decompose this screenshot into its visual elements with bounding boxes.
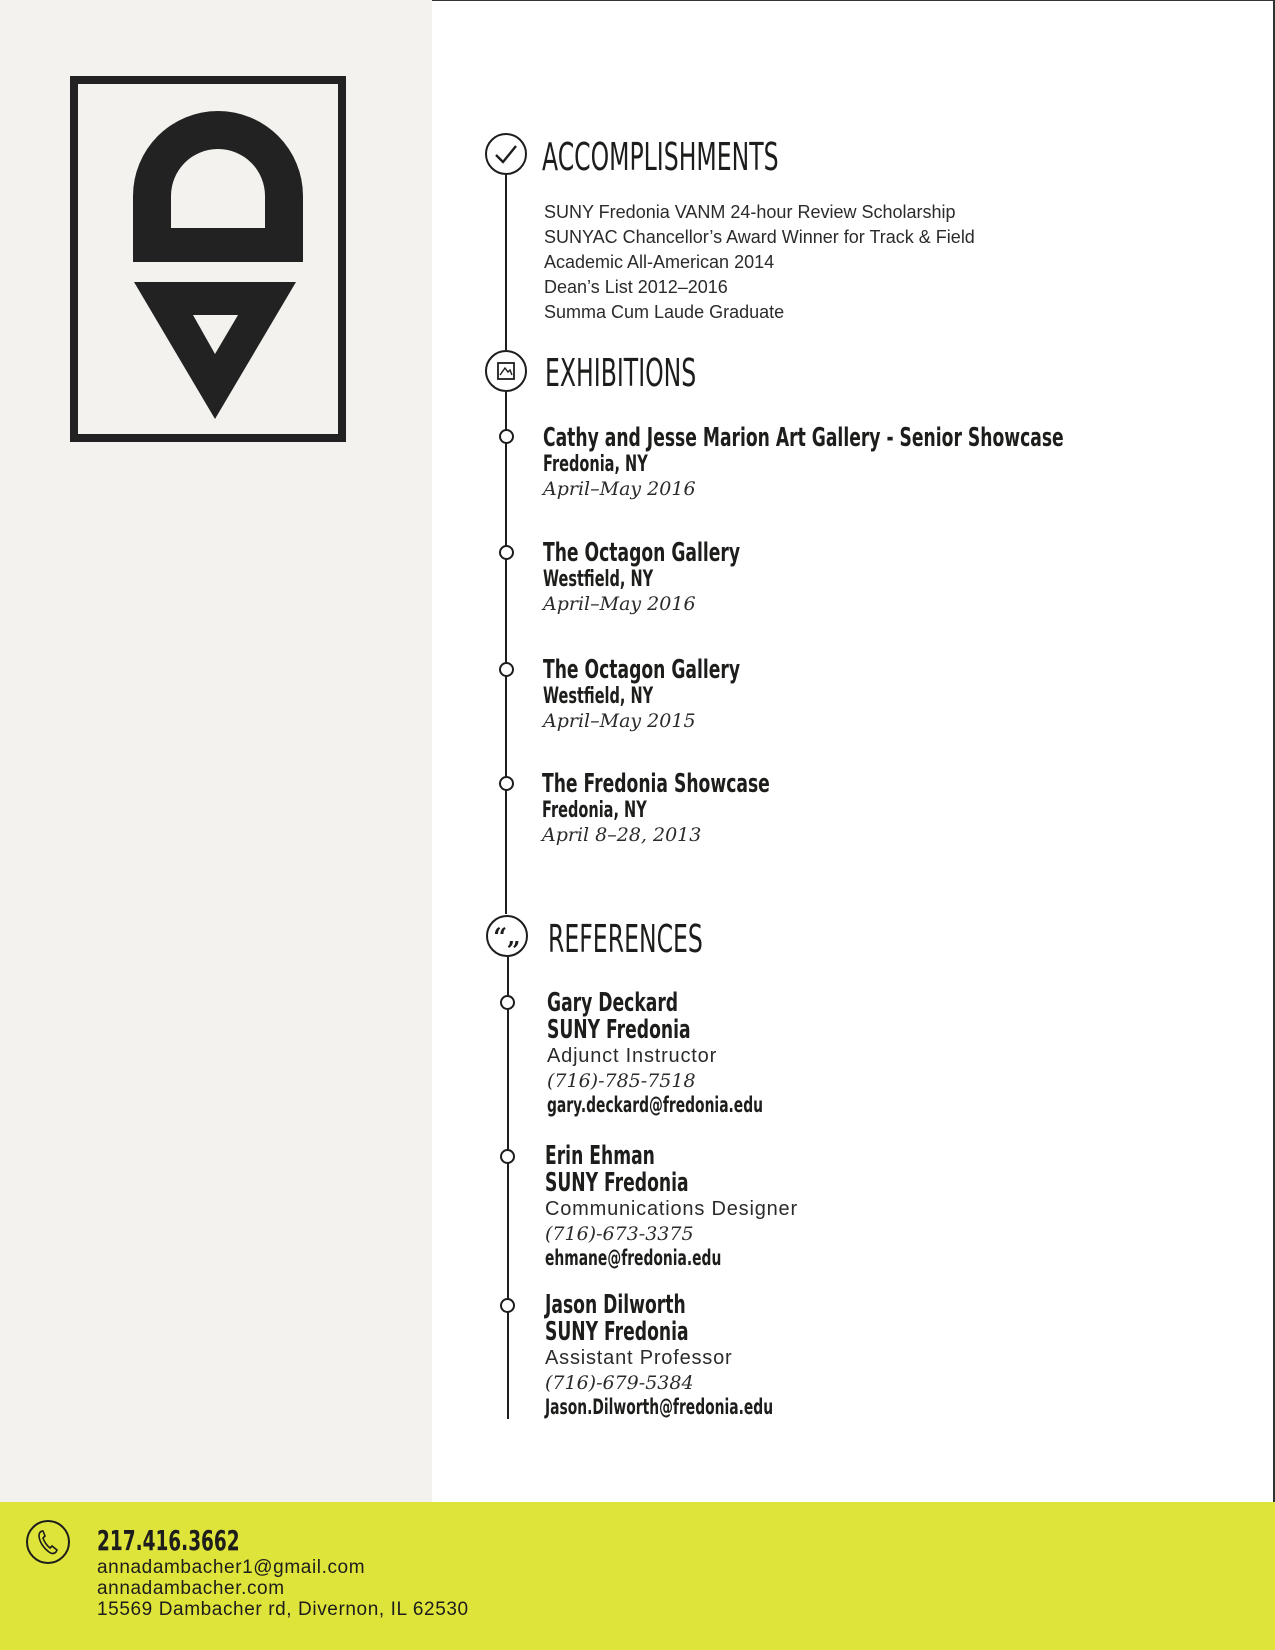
contact-phone[interactable]: 217.416.3662: [97, 1524, 240, 1557]
exhibition-date: April 8–28, 2013: [542, 824, 702, 846]
exhibition-date: April–May 2016: [543, 478, 696, 500]
reference-name: Gary Deckard: [547, 988, 679, 1018]
exhibition-location: Fredonia, NY: [543, 452, 648, 477]
timeline-node: [500, 995, 515, 1010]
reference-role: Adjunct Instructor: [547, 1045, 718, 1067]
exhibition-date: April–May 2015: [543, 710, 696, 732]
reference-org: SUNY Fredonia: [547, 1015, 691, 1045]
reference-item: [545, 1143, 812, 1270]
reference-phone: (716)-673-3375: [545, 1223, 694, 1245]
exhibition-location: Westfield, NY: [543, 567, 654, 592]
contact-footer: [0, 1502, 1275, 1650]
reference-email[interactable]: gary.deckard@fredonia.edu: [547, 1093, 763, 1117]
timeline-line: [507, 957, 509, 1419]
exhibition-title: The Octagon Gallery: [543, 538, 741, 568]
exhibition-item: [543, 657, 842, 733]
contact-website[interactable]: annadambacher.com: [97, 1578, 285, 1599]
exhibition-item: [543, 425, 1275, 501]
list-item: SUNY Fredonia VANM 24-hour Review Scholarship: [544, 202, 956, 222]
exhibition-title: The Octagon Gallery: [543, 655, 741, 685]
timeline-node: [499, 545, 514, 560]
list-item: Academic All-American 2014: [544, 252, 775, 272]
phone-icon: [26, 1520, 70, 1564]
list-item: Dean’s List 2012–2016: [544, 277, 728, 297]
accomplishments-heading: ACCOMPLISHMENTS: [542, 135, 779, 179]
reference-role: Assistant Professor: [545, 1347, 733, 1369]
timeline-node: [499, 429, 514, 444]
image-icon: [485, 350, 527, 392]
sidebar: [0, 0, 432, 1502]
list-item: SUNYAC Chancellor’s Award Winner for Track & Field: [544, 227, 975, 247]
timeline-line: [505, 175, 507, 350]
exhibition-title: The Fredonia Showcase: [542, 769, 770, 799]
ad-monogram-logo: [70, 76, 346, 442]
exhibition-item: [543, 540, 842, 616]
exhibition-location: Westfield, NY: [543, 684, 654, 709]
references-heading: REFERENCES: [548, 917, 703, 961]
reference-name: Jason Dilworth: [545, 1290, 686, 1320]
timeline-node: [500, 1298, 515, 1313]
accomplishments-list: [544, 200, 975, 325]
reference-role: Communications Designer: [545, 1198, 798, 1220]
contact-address: 15569 Dambacher rd, Divernon, IL 62530: [97, 1599, 469, 1620]
timeline-node: [499, 776, 514, 791]
exhibitions-heading: EXHIBITIONS: [545, 351, 697, 395]
reference-email[interactable]: Jason.Dilworth@fredonia.edu: [545, 1395, 774, 1419]
contact-email[interactable]: annadambacher1@gmail.com: [97, 1557, 366, 1578]
exhibition-date: April–May 2016: [543, 593, 696, 615]
timeline-node: [500, 1149, 515, 1164]
reference-item: [547, 990, 874, 1117]
page-border: [432, 0, 1275, 1]
exhibition-title: Cathy and Jesse Marion Art Gallery - Senior Showcase: [543, 423, 1064, 453]
list-item: Summa Cum Laude Graduate: [544, 302, 785, 322]
reference-org: SUNY Fredonia: [545, 1168, 689, 1198]
reference-email[interactable]: ehmane@fredonia.edu: [545, 1246, 722, 1270]
timeline-node: [499, 662, 514, 677]
reference-item: [545, 1292, 891, 1419]
reference-phone: (716)-785-7518: [547, 1070, 696, 1092]
checkmark-icon: [485, 133, 527, 175]
reference-phone: (716)-679-5384: [545, 1372, 694, 1394]
quote-icon: “„: [486, 915, 528, 957]
reference-org: SUNY Fredonia: [545, 1317, 689, 1347]
exhibition-item: [542, 771, 887, 847]
reference-name: Erin Ehman: [545, 1141, 655, 1171]
timeline-line: [505, 392, 507, 914]
exhibition-location: Fredonia, NY: [542, 798, 647, 823]
